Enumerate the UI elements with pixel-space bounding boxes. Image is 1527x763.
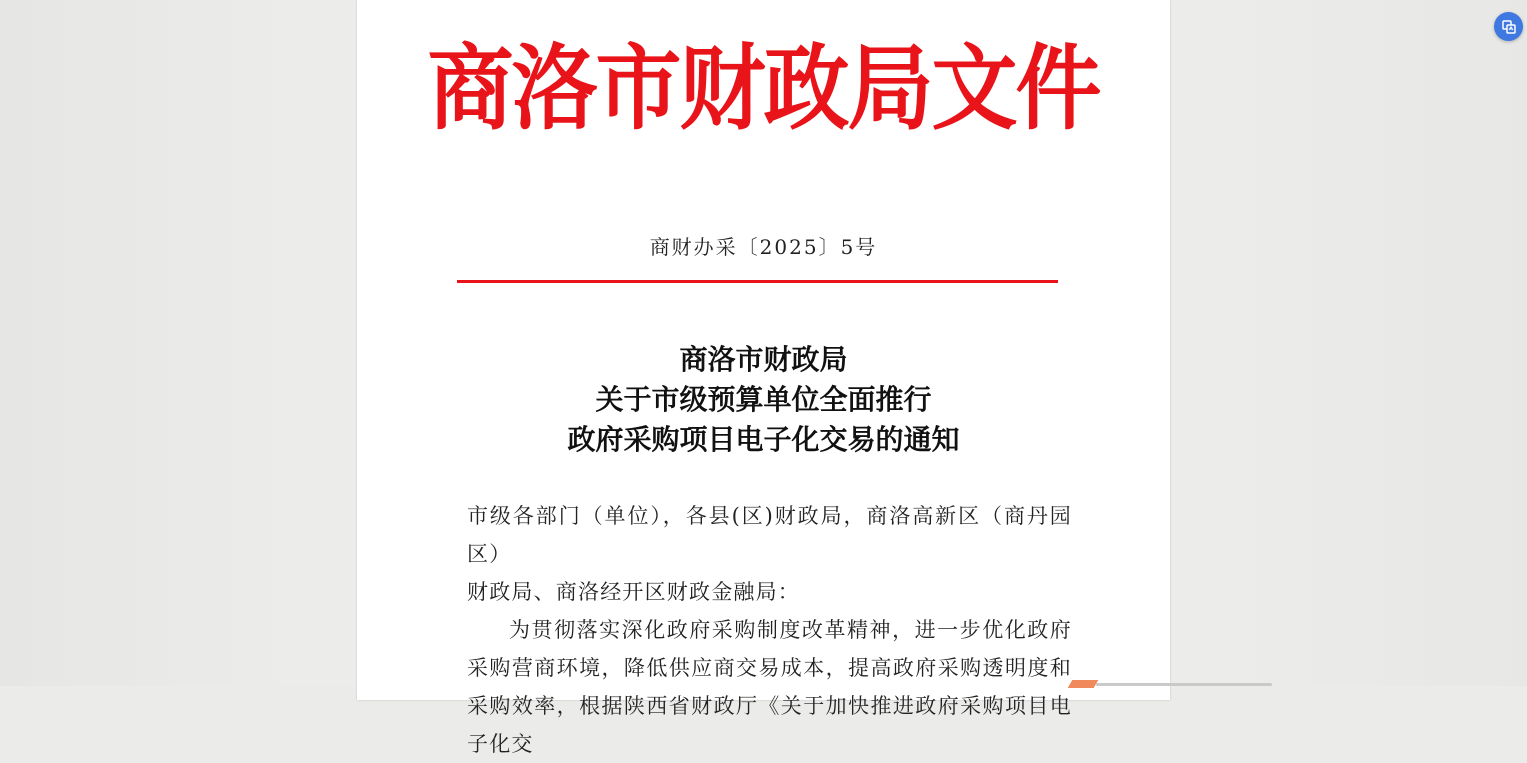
translate-icon	[1501, 19, 1517, 35]
document-title	[357, 340, 1170, 460]
page-corner-marker	[1068, 680, 1099, 688]
horizontal-scrollbar[interactable]	[1096, 683, 1272, 686]
document-body	[467, 497, 1072, 763]
title-line: 商洛市财政局	[679, 343, 848, 376]
body-paragraph: 为贯彻落实深化政府采购制度改革精神，进一步优化政府采购营商环境，降低供应商交易成本，提高政府采购透明度和采购效率，根据陕西省财政厅《关于加快推进政府采购项目电子化交	[467, 618, 1072, 756]
document-page	[357, 0, 1170, 756]
recipients-line: 市级各部门（单位），各县(区)财政局，商洛高新区（商丹园区）	[467, 504, 1072, 566]
title-line: 政府采购项目电子化交易的通知	[567, 423, 960, 456]
document-header: 商洛市财政局文件	[427, 34, 1100, 144]
title-line: 关于市级预算单位全面推行	[595, 383, 932, 416]
red-divider	[457, 280, 1058, 283]
floating-action-button[interactable]	[1494, 12, 1523, 41]
document-number: 商财办采〔2025〕5号	[649, 235, 878, 259]
recipients-line: 财政局、商洛经开区财政金融局：	[467, 580, 800, 604]
